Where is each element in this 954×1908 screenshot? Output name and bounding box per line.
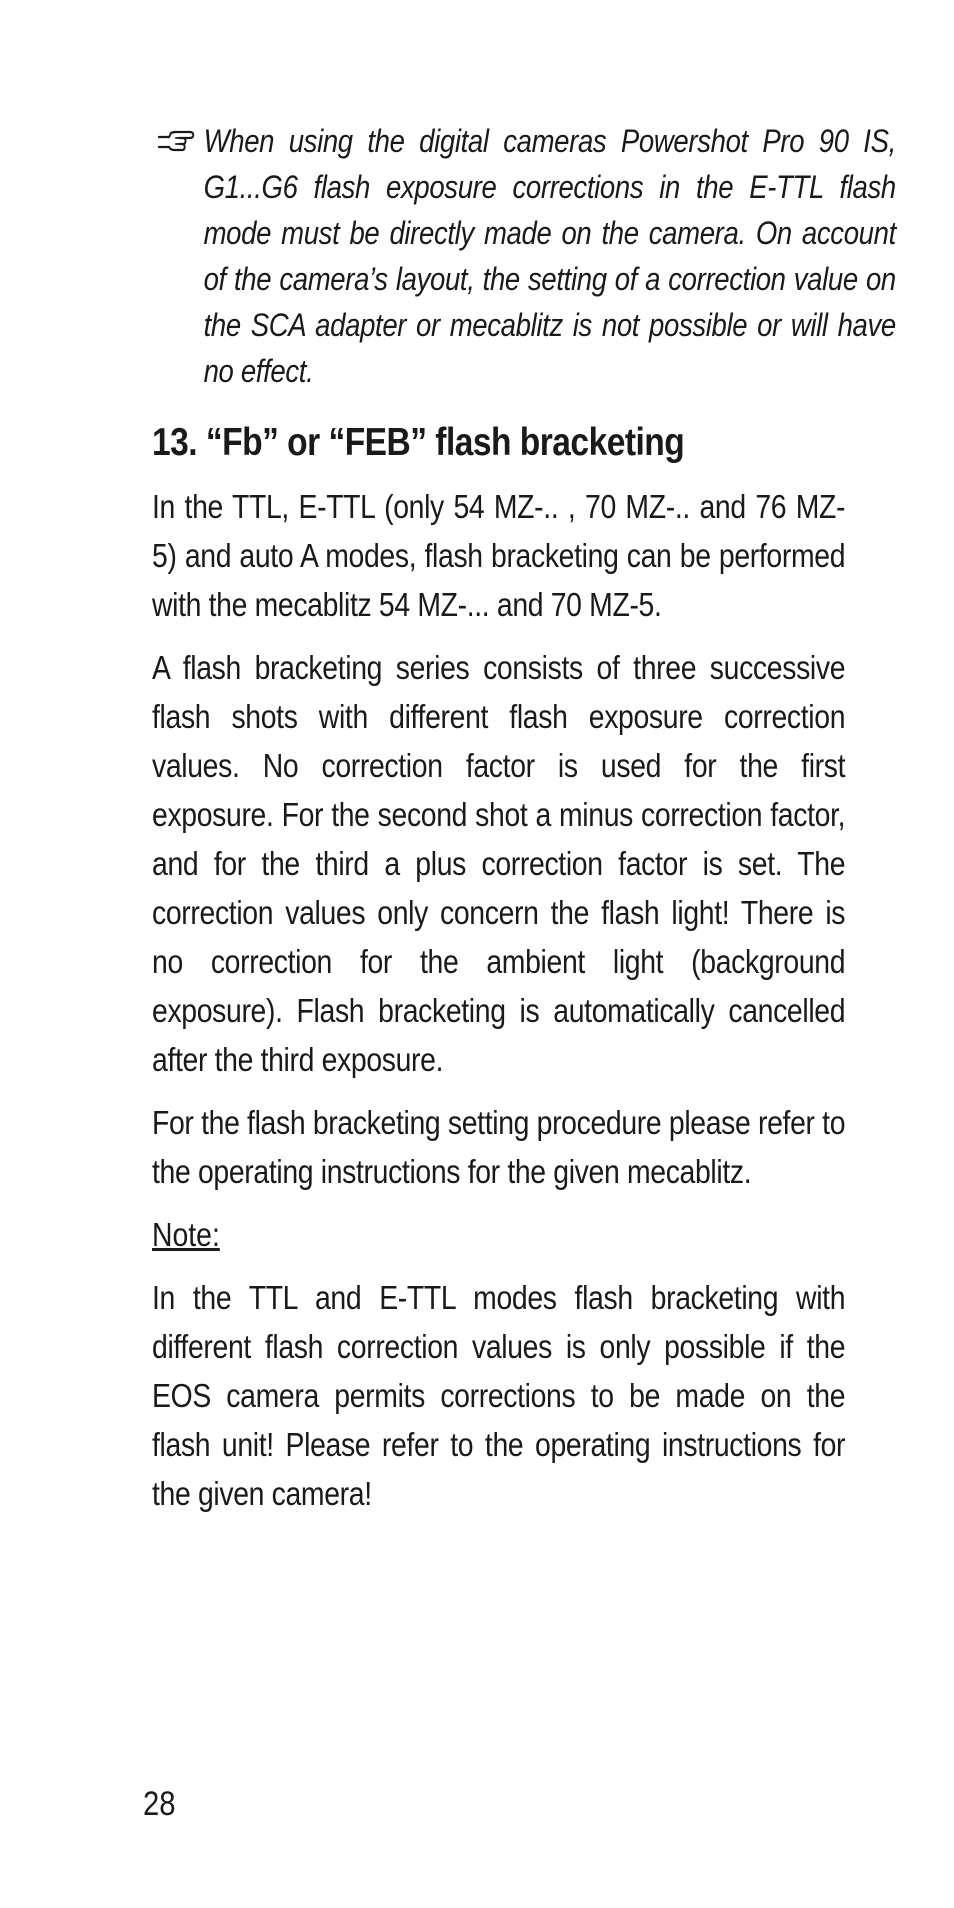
paragraph-intro: In the TTL, E-TTL (only 54 MZ-.. , 70 MZ-.. and 76 MZ-5) and auto A modes, flash bracketing can be performed with the mecablitz 54 MZ-... and 70 MZ-5. xyxy=(152,488,846,623)
tip-block xyxy=(152,118,896,394)
pointing-hand-icon xyxy=(157,128,195,154)
section-heading: 13. “Fb” or “FEB” flash bracketing xyxy=(152,421,685,464)
note-label: Note: xyxy=(152,1216,220,1253)
paragraph-series: A flash bracketing series consists of three successive flash shots with different flash exposure correction values. No correction factor is used for the first exposure. For the second shot a minus correction factor, and for the third a plus correction factor is set. The correction values only concern the flash light! There is no correction for the ambient light (background exposure). Flash bracketing is automatically cancelled after the third exposure. xyxy=(152,649,846,1078)
paragraph-procedure: For the flash bracketing setting procedure please refer to the operating instructions for the given mecablitz. xyxy=(152,1104,846,1190)
manual-page xyxy=(152,118,896,1532)
note-text: In the TTL and E-TTL modes flash bracketing with different flash correction values is only possible if the EOS camera permits corrections to be made on the flash unit! Please refer to the operating instructions for the given camera! xyxy=(152,1279,846,1512)
tip-text: When using the digital cameras Powershot Pro 90 IS, G1...G6 flash exposure corrections in the E-TTL flash mode must be directly made on the camera. On account of the camera’s layout, the setting of a correction value on the SCA adapter or mecablitz is not possible or will have no effect. xyxy=(203,123,896,389)
page-number: 28 xyxy=(143,1785,176,1823)
